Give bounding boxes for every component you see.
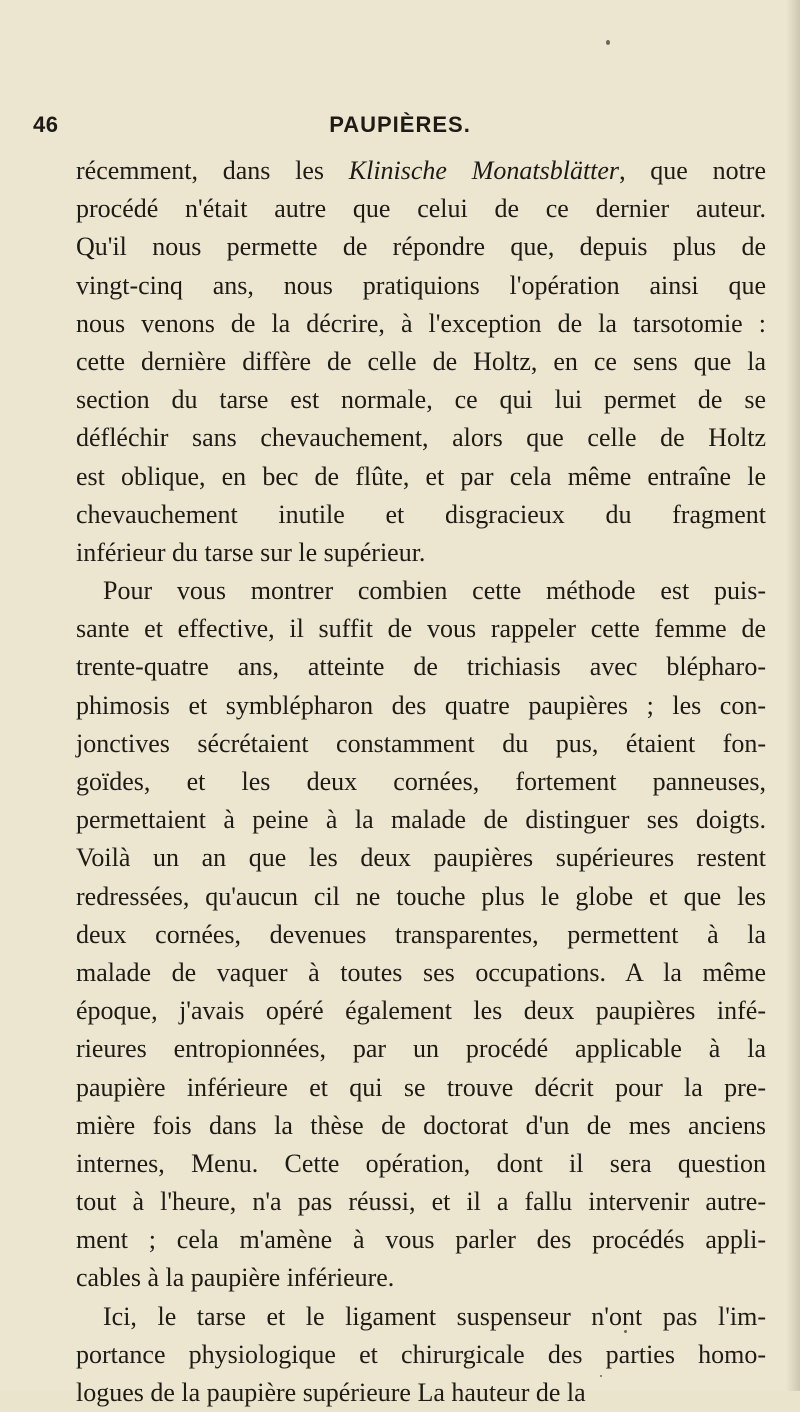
- text-line: vingt-cinq ans, nous pratiquions l'opération ainsi que: [76, 270, 766, 300]
- text-line: Qu'il nous permette de répondre que, depuis plus de: [76, 232, 766, 262]
- text-line: Pour vous montrer combien cette méthode est puis-: [103, 576, 766, 606]
- text-line: Voilà un an que les deux paupières supérieures restent: [76, 843, 766, 873]
- page-number: 46: [33, 112, 59, 137]
- text-line: procédé n'était autre que celui de ce dernier auteur.: [76, 194, 766, 224]
- body-text: [76, 152, 766, 1412]
- paper-speck: [606, 40, 610, 45]
- text-line: ment ; cela m'amène à vous parler des procédés appli-: [76, 1225, 766, 1255]
- text-line: est oblique, en bec de flûte, et par cela même entraîne le: [76, 461, 766, 491]
- text-line: époque, j'avais opéré également les deux paupières infé-: [76, 996, 766, 1026]
- text-line: goïdes, et les deux cornées, fortement panneuses,: [76, 767, 766, 796]
- text-line: internes, Menu. Cette opération, dont il sera question: [76, 1148, 766, 1178]
- text-line: cables à la paupière inférieure.: [76, 1263, 395, 1293]
- text-line: tout à l'heure, n'a pas réussi, et il a fallu intervenir autre-: [76, 1187, 766, 1217]
- text-line: redressées, qu'aucun cil ne touche plus le globe et que les: [76, 881, 766, 911]
- text-line: section du tarse est normale, ce qui lui permet de se: [76, 385, 766, 415]
- text-segment: , que notre: [619, 156, 767, 185]
- text-line: permettaient à peine à la malade de distinguer ses doigts.: [76, 805, 766, 835]
- text-line: phimosis et symblépharon des quatre paupières ; les con-: [76, 690, 766, 720]
- text-line: [76, 152, 766, 190]
- text-line: paupière inférieure et qui se trouve décrit pour la pre-: [76, 1072, 766, 1102]
- text-line: mière fois dans la thèse de doctorat d'un de mes anciens: [76, 1110, 766, 1140]
- page-edge-shadow: [786, 0, 800, 1391]
- text-line: rieures entropionnées, par un procédé applicable à la: [76, 1034, 766, 1064]
- text-segment: récemment, dans les: [76, 156, 349, 185]
- text-line: Ici, le tarse et le ligament suspenseur n'ont pas l'im-: [103, 1301, 766, 1331]
- text-line: malade de vaquer à toutes ses occupations. A la même: [76, 957, 766, 987]
- text-line: inférieur du tarse sur le supérieur.: [76, 537, 426, 567]
- running-title: PAUPIÈRES.: [329, 112, 471, 137]
- text-line: trente-quatre ans, atteinte de trichiasis avec blépharo-: [76, 652, 766, 682]
- text-line: sante et effective, il suffit de vous rappeler cette femme de: [76, 614, 766, 644]
- text-line: jonctives sécrétaient constamment du pus, étaient fon-: [76, 728, 766, 758]
- text-line: chevauchement inutile et disgracieux du fragment: [76, 499, 766, 529]
- journal-title: Klinische Monatsblätter: [348, 156, 620, 185]
- text-line: nous venons de la décrire, à l'exception de la tarsotomie :: [76, 308, 766, 338]
- text-line: logues de la paupière supérieure La hauteur de la: [76, 1378, 586, 1407]
- text-line: défléchir sans chevauchement, alors que celle de Holtz: [76, 423, 766, 453]
- text-line: deux cornées, devenues transparentes, permettent à la: [76, 919, 766, 949]
- text-line: portance physiologique et chirurgicale des parties homo-: [76, 1339, 766, 1369]
- text-line: cette dernière diffère de celle de Holtz, en ce sens que la: [76, 346, 766, 376]
